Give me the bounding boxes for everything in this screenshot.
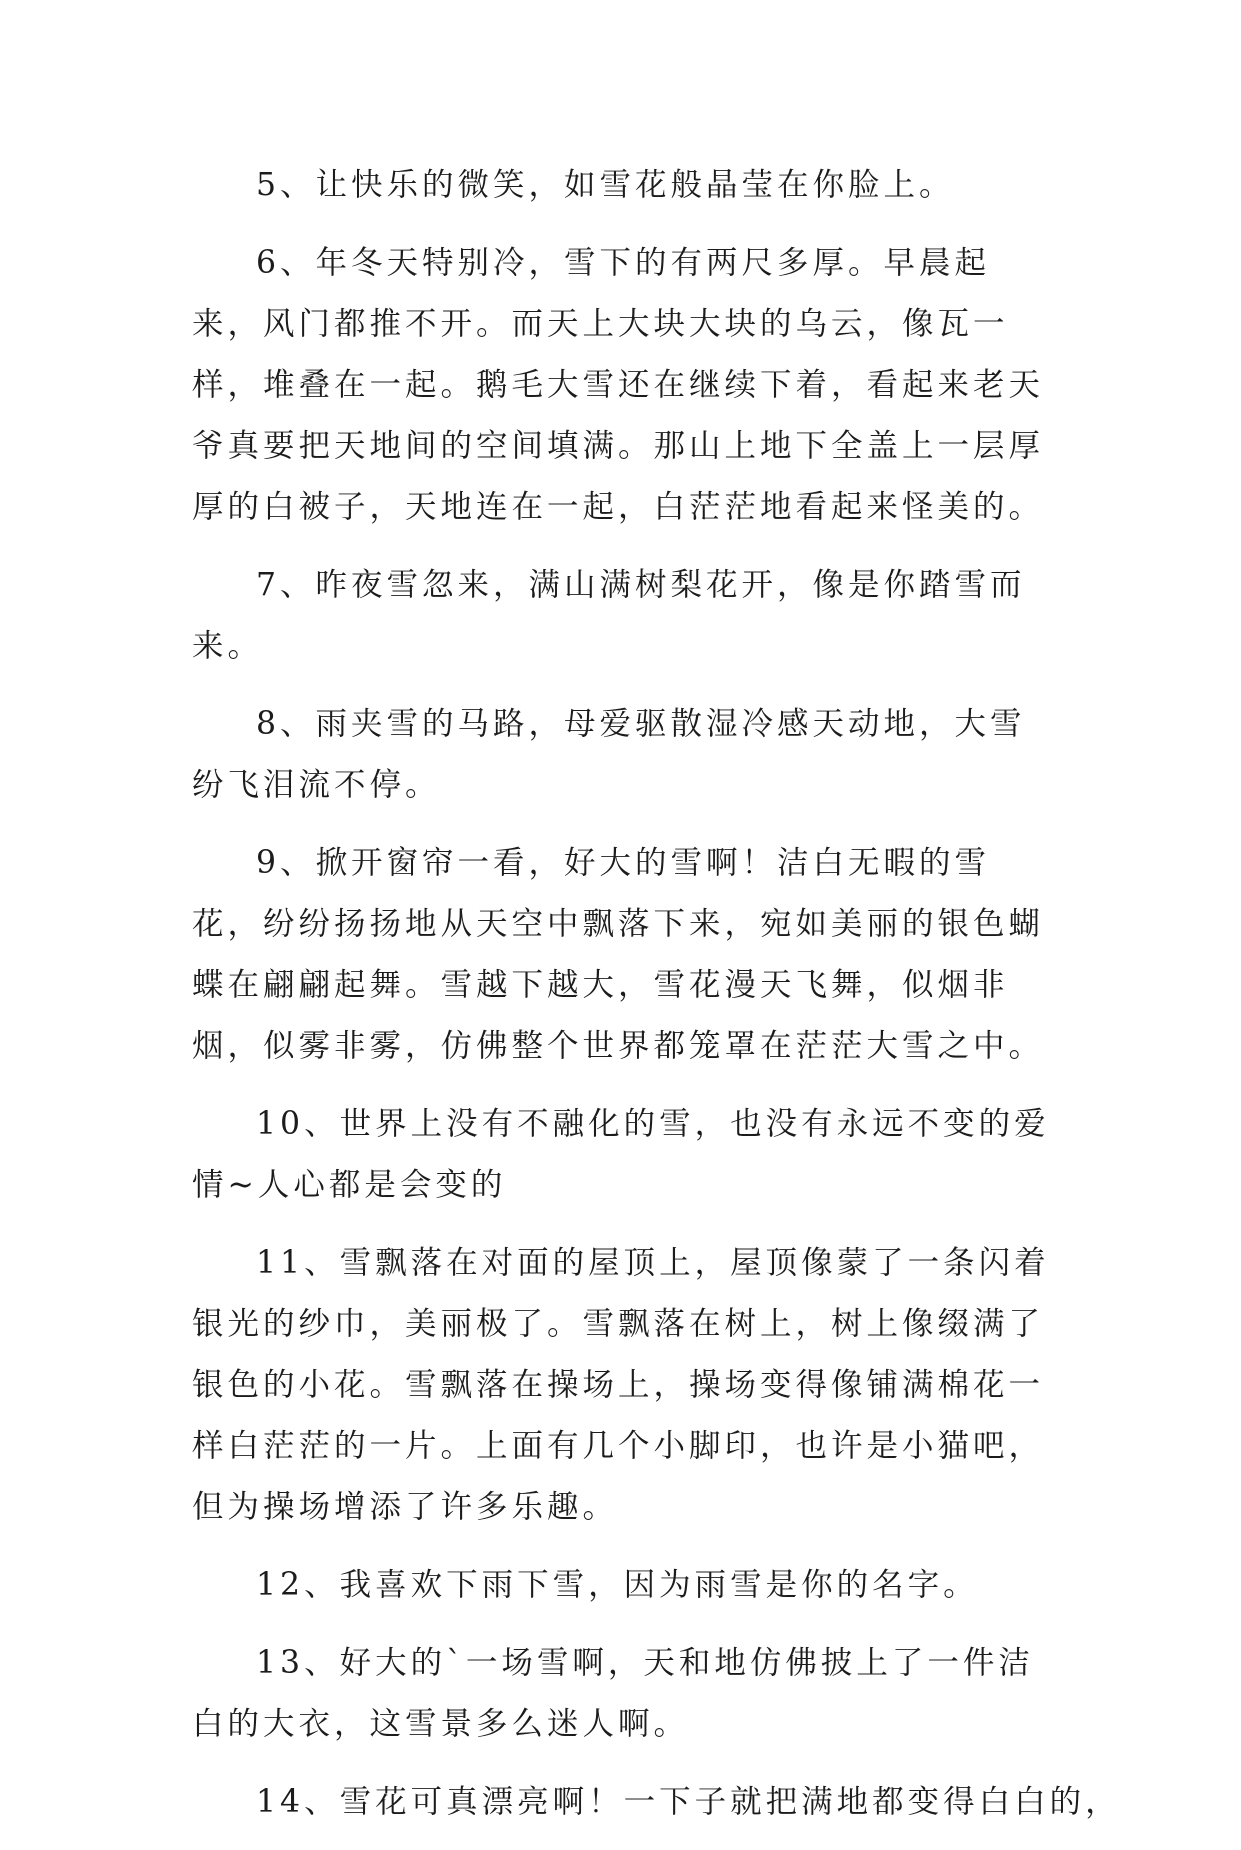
paragraph-9: 9、掀开窗帘一看，好大的雪啊！洁白无暇的雪花，纷纷扬扬地从天空中飘落下来，宛如美丽的银色蝴蝶在翩翩起舞。雪越下越大，雪花漫天飞舞，似烟非烟，似雾非雾，仿佛整个世界都笼罩在茫茫大雪之中。 — [192, 845, 1045, 1064]
paragraph-8: 8、雨夹雪的马路，母爱驱散湿冷感天动地，大雪纷飞泪流不停。 — [192, 706, 1026, 803]
paragraph-13: 13、好大的`一场雪啊，天和地仿佛披上了一件洁白的大衣，这雪景多么迷人啊。 — [192, 1645, 1034, 1742]
paragraph-14: 14、雪花可真漂亮啊！一下子就把满地都变得白白的， — [256, 1784, 1121, 1820]
paragraph-12: 12、我喜欢下雨下雪，因为雨雪是你的名字。 — [256, 1567, 979, 1603]
paragraph-7: 7、昨夜雪忽来，满山满树梨花开，像是你踏雪而来。 — [192, 567, 1026, 664]
paragraph-11: 11、雪飘落在对面的屋顶上，屋顶像蒙了一条闪着银光的纱巾，美丽极了。雪飘落在树上，树上像缀满了银色的小花。雪飘落在操场上，操场变得像铺满棉花一样白茫茫的一片。上面有几个小脚印，也许是小猫吧，但为操场增添了许多乐趣。 — [192, 1245, 1050, 1525]
paragraph-6: 6、年冬天特别冷，雪下的有两尺多厚。早晨起来，风门都推不开。而天上大块大块的乌云，像瓦一样，堆叠在一起。鹅毛大雪还在继续下着，看起来老天爷真要把天地间的空间填满。那山上地下全盖上一层厚厚的白被子，天地连在一起，白茫茫地看起来怪美的。 — [192, 245, 1045, 525]
paragraph-5: 5、让快乐的微笑，如雪花般晶莹在你脸上。 — [256, 167, 955, 203]
paragraph-10: 10、世界上没有不融化的雪，也没有永远不变的爱情~人心都是会变的 — [192, 1106, 1050, 1203]
document-body — [192, 155, 1121, 1850]
